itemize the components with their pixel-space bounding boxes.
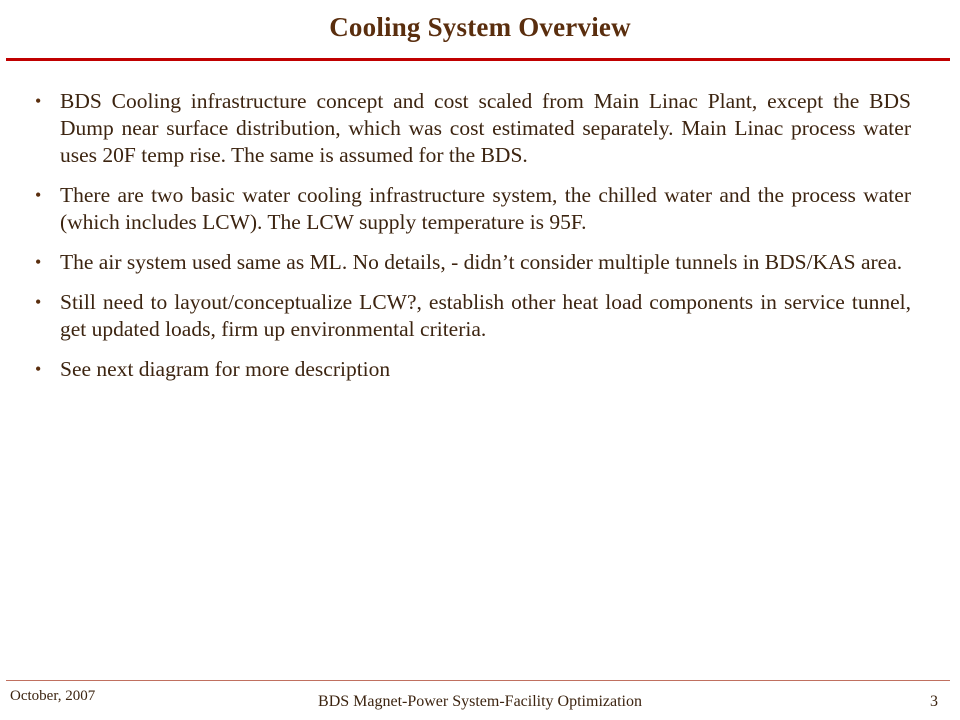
bullet-text: The air system used same as ML. No details, - didn’t consider multiple tunnels in BDS/KAS area. (60, 250, 903, 274)
bullet-marker: • (35, 252, 42, 272)
footer-date: October, 2007 (10, 688, 96, 704)
bullet-item (35, 88, 911, 169)
bullet-text: See next diagram for more description (60, 357, 391, 381)
bullet-marker: • (35, 292, 42, 312)
page-number: 3 (930, 693, 938, 710)
title-divider (6, 58, 950, 61)
bullet-item (35, 182, 911, 236)
bullet-marker: • (35, 359, 42, 379)
bullet-text: There are two basic water cooling infrastructure system, the chilled water and the process water (which includes LCW). The LCW supply temperature is 95F. (60, 183, 911, 234)
bullet-item (35, 289, 911, 343)
footer-presentation-title: BDS Magnet-Power System-Facility Optimization (318, 693, 642, 710)
bullet-item (35, 249, 911, 276)
slide-title: Cooling System Overview (329, 12, 631, 42)
footer-divider (6, 680, 950, 681)
bullet-marker: • (35, 91, 42, 111)
bullet-item (35, 356, 911, 383)
bullet-list (35, 88, 911, 396)
bullet-text: BDS Cooling infrastructure concept and cost scaled from Main Linac Plant, except the BDS Dump near surface distribution, which was cost estimated separately. Main Linac process water uses 20F temp rise. The same is assumed for the BDS. (60, 89, 911, 167)
bullet-text: Still need to layout/conceptualize LCW?, establish other heat load components in service tunnel, get updated loads, firm up environmental criteria. (60, 290, 911, 341)
bullet-marker: • (35, 185, 42, 205)
